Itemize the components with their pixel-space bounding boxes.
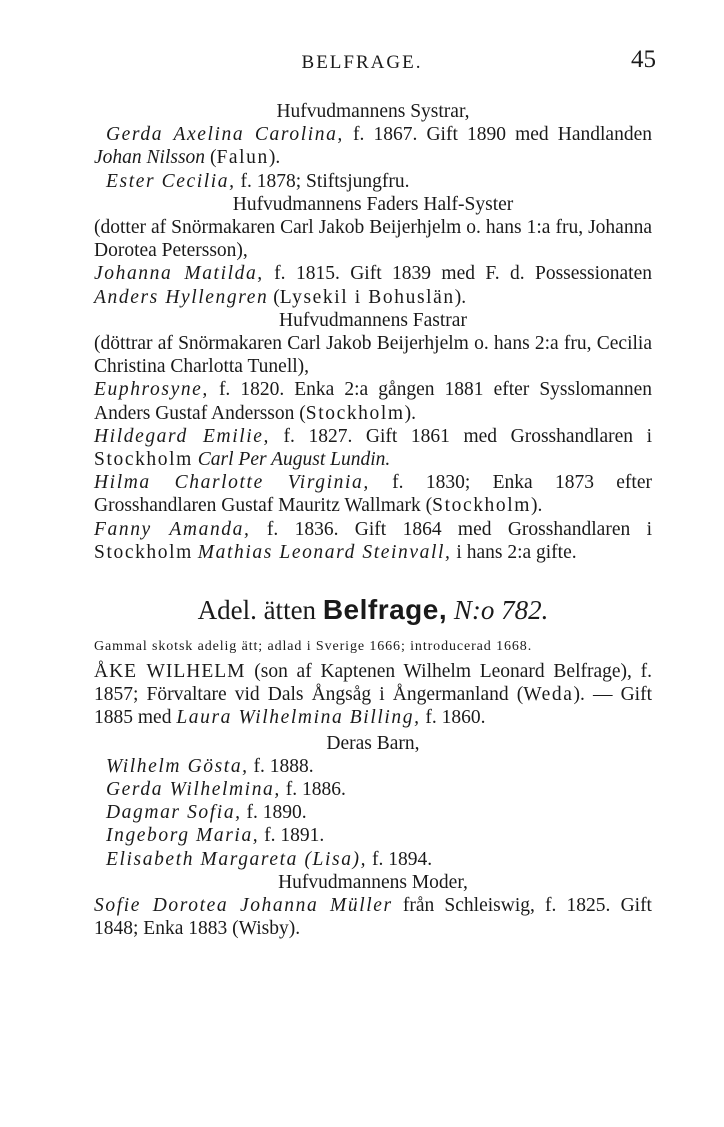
child-born: f. 1886. <box>280 779 346 801</box>
person-name-sofie: Sofie Dorotea Johanna Müller <box>94 895 393 917</box>
place-name: Falun <box>216 147 269 169</box>
list-item <box>106 778 652 801</box>
place-name: Stockholm <box>94 449 193 471</box>
wife-name: Laura Wilhelmina Billing, <box>176 707 421 729</box>
entry-text: ). — Gift 1885 med <box>94 684 653 729</box>
page-body <box>94 100 652 941</box>
entry-text: f. 1860. <box>420 707 486 729</box>
child-name: Wilhelm Gösta, <box>106 755 249 777</box>
husband-name: Carl Per August Lundin. <box>197 449 391 471</box>
entry-text: Handlanden <box>557 124 652 146</box>
family-note: Gammal skotsk adelig ätt; adlad i Sverige 1666; introducerad 1668. <box>94 639 533 655</box>
entry-text: ). <box>268 147 281 169</box>
entry-text: ( <box>205 147 217 169</box>
entry-hildegard <box>94 425 652 471</box>
heading-mother: Hufvudmannens Moder, <box>278 871 468 893</box>
child-born: f. 1894. <box>367 848 433 870</box>
entry-ester <box>94 170 652 193</box>
entry-ake <box>94 660 652 730</box>
husband-name: Anders Hyllengren <box>94 286 269 308</box>
place-name: Lysekil i Bohuslän <box>279 286 455 308</box>
place-name: Stockholm <box>94 541 193 563</box>
heading-sisters: Hufvudmannens Systrar, <box>276 101 470 122</box>
child-name: Gerda Wilhelmina, <box>106 779 281 801</box>
entry-text: ). <box>404 402 417 424</box>
husband-name: Johan Nilsson <box>94 147 206 169</box>
family-heading-name: Belfrage, <box>322 594 448 626</box>
list-item <box>106 801 652 824</box>
child-born: f. 1890. <box>241 802 307 824</box>
entry-text: ). <box>531 495 543 517</box>
heading-aunts: Hufvudmannens Fastrar <box>279 309 467 331</box>
children-list <box>94 755 652 871</box>
entry-text: f. 1836. Gift 1864 med Grosshandlaren i <box>250 518 652 540</box>
person-name-ester: Ester Cecilia, <box>106 170 236 192</box>
entry-sofie <box>94 894 652 940</box>
entry-text: f. 1830; Enka 1873 efter Grosshandlaren Gustaf Mauritz Wallmark ( <box>94 472 652 517</box>
running-title: BELFRAGE. <box>301 52 423 73</box>
family-heading <box>94 594 652 626</box>
running-head <box>0 44 724 78</box>
husband-name: Mathias Leonard Steinvall, <box>197 541 452 563</box>
half-sister-parentage: (dotter af Snörmakaren Carl Jakob Beijerhjelm o. hans 1:a fru, Johanna Dorotea Petersson), <box>94 217 652 262</box>
heading-father-half-sister: Hufvudmannens Faders Half-Syster <box>232 193 514 215</box>
entry-text: f. 1827. Gift 1861 med Grosshandlaren i <box>269 425 652 447</box>
aunts-parentage: (döttrar af Snörmakaren Carl Jakob Beijerhjelm o. hans 2:a fru, Cecilia Christina Charlotta Tunell), <box>94 333 652 378</box>
entry-hilma <box>94 471 652 517</box>
place-name: Stockholm <box>305 402 405 424</box>
entry-text: f. 1815. Gift 1839 med F. d. Possessionaten <box>263 263 652 285</box>
list-item <box>106 848 652 871</box>
entry-text: f. 1867. Gift 1890 med <box>343 124 549 146</box>
entry-text: ). <box>454 286 467 308</box>
entry-euphrosyne <box>94 378 652 424</box>
entry-text: (son af Kaptenen Wilhelm Leonard Belfrage), f. 1857; Förvaltare vid Dals Ångsåg i Ångermanland ( <box>94 661 653 706</box>
person-name-fanny: Fanny Amanda, <box>94 518 251 540</box>
page-number: 45 <box>631 46 656 73</box>
place-name: Stockholm <box>432 495 532 517</box>
person-name-gerda: Gerda Axelina Carolina, <box>106 124 344 146</box>
child-born: f. 1891. <box>259 825 325 847</box>
list-item <box>106 755 652 778</box>
child-born: f. 1888. <box>248 755 314 777</box>
place-name: Weda <box>523 684 574 706</box>
entry-gerda <box>94 123 652 169</box>
person-name-hilma: Hilma Charlotte Virginia, <box>94 472 370 494</box>
entry-text: f. 1820. Enka 2:a gången 1881 efter Sysslomannen Anders Gustaf Andersson ( <box>94 379 652 424</box>
entry-fanny <box>94 518 652 564</box>
family-heading-prefix: Adel. ätten <box>197 595 323 626</box>
child-name: Ingeborg Maria, <box>106 825 260 847</box>
entry-text: i hans 2:a gifte. <box>451 541 577 563</box>
child-name: Elisabeth Margareta (Lisa), <box>106 848 368 870</box>
person-name-ake: ÅKE WILHELM <box>94 661 246 683</box>
list-item <box>106 824 652 847</box>
entry-text: ( <box>268 286 280 308</box>
entry-text: från Schleiswig, f. 1825. Gift 1848; Enka 1883 (Wisby). <box>94 895 652 940</box>
entry-text: f. 1878; Stiftsjungfru. <box>235 170 410 192</box>
child-name: Dagmar Sofia, <box>106 802 242 824</box>
family-heading-number: N:o 782. <box>447 595 549 626</box>
person-name-euphrosyne: Euphrosyne, <box>94 379 209 401</box>
person-name-hildegard: Hildegard Emilie, <box>94 425 270 447</box>
heading-children: Deras Barn, <box>326 732 420 754</box>
person-name-johanna: Johanna Matilda, <box>94 263 264 285</box>
entry-johanna <box>94 262 652 308</box>
